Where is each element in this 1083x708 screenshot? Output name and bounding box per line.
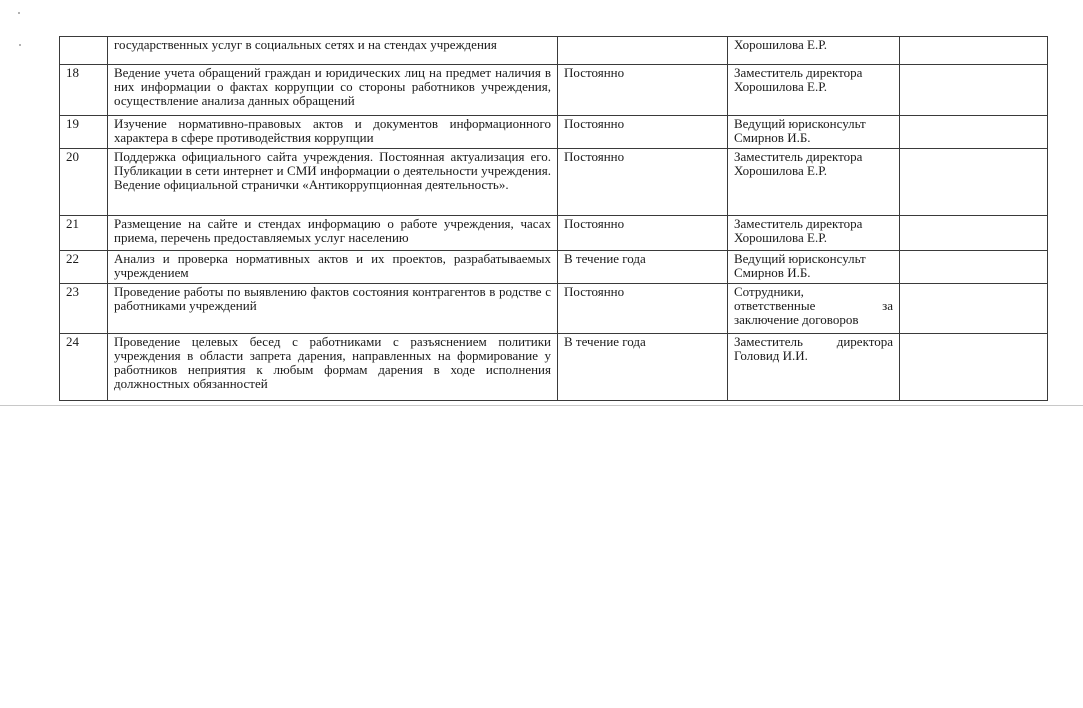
responsible-line: Заместитель директора (734, 216, 863, 231)
note-cell (900, 284, 1048, 334)
note-cell (900, 116, 1048, 149)
activity-cell: Анализ и проверка нормативных актов и их проектов, разрабатываемых учреждением (108, 251, 558, 284)
table-row (60, 251, 1048, 284)
table-row (60, 149, 1048, 216)
term-cell: В течение года (558, 251, 728, 284)
note-cell (900, 216, 1048, 251)
row-number: 23 (60, 284, 108, 334)
term-cell: В течение года (558, 334, 728, 401)
table-row (60, 334, 1048, 401)
responsible-line: Смирнов И.Б. (734, 130, 811, 145)
scan-speck (18, 12, 20, 14)
row-number: 18 (60, 65, 108, 116)
anticorruption-plan-table (59, 36, 1048, 401)
responsible-cell (728, 251, 900, 284)
row-number: 24 (60, 334, 108, 401)
responsible-line: Хорошилова Е.Р. (734, 37, 828, 52)
note-cell (900, 65, 1048, 116)
activity-cell: государственных услуг в социальных сетях и на стендах учреждения (108, 37, 558, 65)
note-cell (900, 149, 1048, 216)
table-row (60, 116, 1048, 149)
responsible-line: Головид И.И. (734, 348, 808, 363)
responsible-line: ответственные за (734, 298, 893, 313)
responsible-line: Ведущий юрисконсульт (734, 251, 866, 266)
table-row (60, 216, 1048, 251)
responsible-cell (728, 65, 900, 116)
responsible-line: заключение договоров (734, 312, 859, 327)
term-cell: Постоянно (558, 149, 728, 216)
responsible-cell (728, 116, 900, 149)
note-cell (900, 334, 1048, 401)
responsible-cell (728, 149, 900, 216)
responsible-line: Хорошилова Е.Р. (734, 230, 828, 245)
term-cell: Постоянно (558, 116, 728, 149)
row-number: 22 (60, 251, 108, 284)
responsible-line: Заместитель директора (734, 65, 863, 80)
activity-cell: Проведение целевых бесед с работниками с разъяснением политики учреждения в области запрета дарения, направленных на формирование у работников неприятия к любым формам дарения в ходе исполнения должностных обязанностей (108, 334, 558, 401)
scan-line (0, 405, 1083, 406)
term-cell: Постоянно (558, 284, 728, 334)
activity-cell: Ведение учета обращений граждан и юридических лиц на предмет наличия в них информации о фактах коррупции со стороны работников учреждения, осуществление анализа данных обращений (108, 65, 558, 116)
responsible-line: Сотрудники, (734, 284, 804, 299)
activity-cell: Проведение работы по выявлению фактов состояния контрагентов в родстве с работниками учреждений (108, 284, 558, 334)
responsible-line: Хорошилова Е.Р. (734, 79, 828, 94)
table-row (60, 65, 1048, 116)
responsible-line: Хорошилова Е.Р. (734, 163, 828, 178)
activity-cell: Изучение нормативно-правовых актов и документов информационного характера в сфере противодействия коррупции (108, 116, 558, 149)
row-number: 19 (60, 116, 108, 149)
row-number: 20 (60, 149, 108, 216)
note-cell (900, 37, 1048, 65)
table-row (60, 284, 1048, 334)
table-row (60, 37, 1048, 65)
term-cell (558, 37, 728, 65)
row-number (60, 37, 108, 65)
scan-speck (19, 44, 21, 46)
activity-cell: Размещение на сайте и стендах информацию о работе учреждения, часах приема, перечень предоставляемых услуг населению (108, 216, 558, 251)
note-cell (900, 251, 1048, 284)
row-number: 21 (60, 216, 108, 251)
term-cell: Постоянно (558, 216, 728, 251)
responsible-line: Ведущий юрисконсульт (734, 116, 866, 131)
responsible-line: Смирнов И.Б. (734, 265, 811, 280)
responsible-line: Заместитель директора (734, 149, 863, 164)
responsible-cell (728, 284, 900, 334)
responsible-cell (728, 334, 900, 401)
term-cell: Постоянно (558, 65, 728, 116)
responsible-cell (728, 216, 900, 251)
responsible-cell (728, 37, 900, 65)
activity-cell: Поддержка официального сайта учреждения. Постоянная актуализация его. Публикации в сети интернет и СМИ информации о деятельности учреждения. Ведение официальной странички «Антикоррупционная деятельность». (108, 149, 558, 216)
responsible-line: Заместитель директора (734, 334, 893, 349)
